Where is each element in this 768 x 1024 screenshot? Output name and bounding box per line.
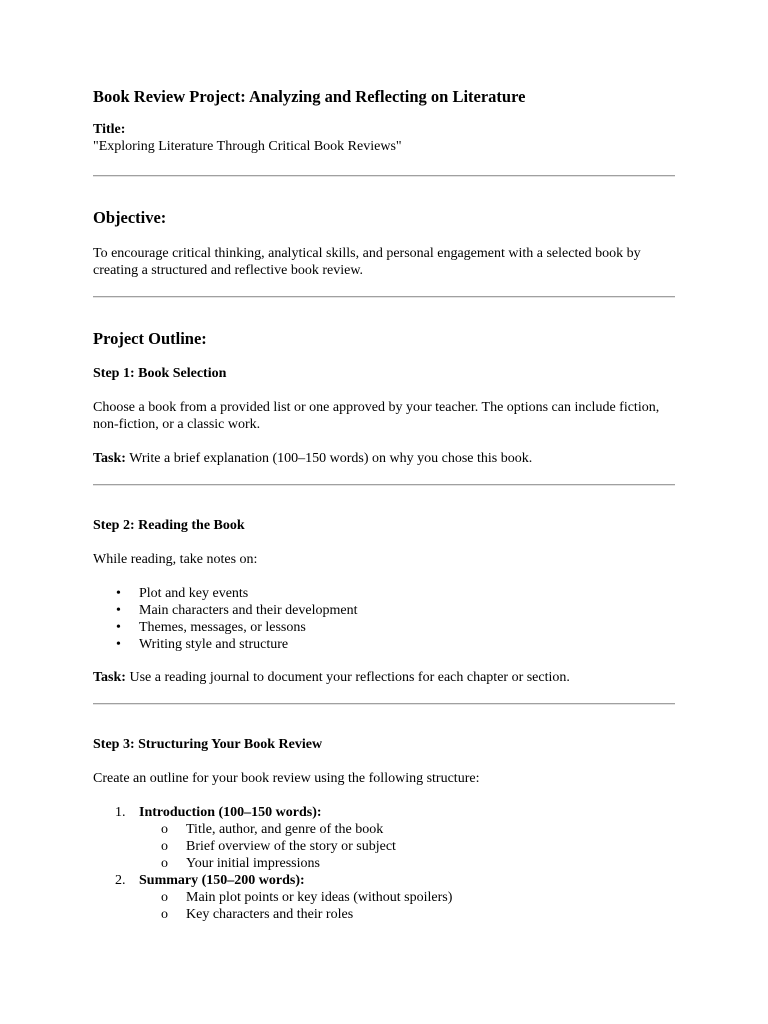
list-item bbox=[93, 636, 675, 653]
step3-intro: Create an outline for your book review using the following structure: bbox=[93, 771, 480, 786]
step2-heading: Step 2: Reading the Book bbox=[93, 518, 245, 533]
divider bbox=[93, 703, 675, 705]
objective-text: To encourage critical thinking, analytical skills, and personal engagement with a selected book by creating a structured and reflective book review. bbox=[93, 246, 641, 278]
divider bbox=[93, 296, 675, 298]
divider bbox=[93, 175, 675, 177]
list-item-label: Introduction (100–150 words): bbox=[139, 805, 322, 820]
step1-text: Choose a book from a provided list or one approved by your teacher. The options can include fiction, non-fiction, or a classic work. bbox=[93, 400, 660, 432]
divider bbox=[93, 484, 675, 486]
task-text: Write a brief explanation (100–150 words) on why you chose this book. bbox=[125, 451, 533, 466]
bullet-icon: • bbox=[116, 620, 121, 635]
title-value: "Exploring Literature Through Critical Book Reviews" bbox=[93, 139, 402, 154]
sub-list-item bbox=[139, 821, 675, 838]
sub-list-item-text: Brief overview of the story or subject bbox=[186, 839, 396, 854]
sub-list-item bbox=[139, 889, 675, 906]
list-item bbox=[93, 804, 675, 872]
list-item bbox=[93, 619, 675, 636]
sub-list-item-text: Key characters and their roles bbox=[186, 907, 354, 922]
step1-task bbox=[93, 450, 675, 467]
sub-list bbox=[139, 821, 675, 872]
project-outline-heading: Project Outline: bbox=[93, 329, 207, 348]
task-label: Task: bbox=[93, 670, 126, 685]
list-item-text: Plot and key events bbox=[139, 586, 249, 601]
circle-bullet-icon: o bbox=[161, 839, 168, 854]
task-label: Task: bbox=[93, 451, 126, 466]
objective-heading: Objective: bbox=[93, 208, 167, 227]
list-item-label: Summary (150–200 words): bbox=[139, 873, 305, 888]
sub-list-item bbox=[139, 838, 675, 855]
sub-list-item-text: Main plot points or key ideas (without spoilers) bbox=[186, 890, 453, 905]
list-number: 1. bbox=[115, 805, 126, 820]
sub-list bbox=[139, 889, 675, 923]
list-item bbox=[93, 872, 675, 923]
circle-bullet-icon: o bbox=[161, 890, 168, 905]
bullet-icon: • bbox=[116, 603, 121, 618]
list-item bbox=[93, 585, 675, 602]
list-item-text: Main characters and their development bbox=[139, 603, 358, 618]
sub-list-item-text: Title, author, and genre of the book bbox=[186, 822, 384, 837]
document-heading: Book Review Project: Analyzing and Reflecting on Literature bbox=[93, 87, 526, 106]
step2-bullet-list bbox=[93, 585, 675, 653]
step1-heading: Step 1: Book Selection bbox=[93, 366, 227, 381]
step3-numbered-list bbox=[93, 804, 675, 923]
title-label: Title: bbox=[93, 122, 126, 137]
document-page bbox=[93, 86, 675, 923]
step2-intro: While reading, take notes on: bbox=[93, 552, 258, 567]
sub-list-item-text: Your initial impressions bbox=[186, 856, 320, 871]
circle-bullet-icon: o bbox=[161, 822, 168, 837]
circle-bullet-icon: o bbox=[161, 907, 168, 922]
list-number: 2. bbox=[115, 873, 126, 888]
list-item-text: Themes, messages, or lessons bbox=[139, 620, 306, 635]
step2-task bbox=[93, 669, 675, 686]
task-text: Use a reading journal to document your reflections for each chapter or section. bbox=[125, 670, 570, 685]
step3-heading: Step 3: Structuring Your Book Review bbox=[93, 737, 323, 752]
bullet-icon: • bbox=[116, 586, 121, 601]
bullet-icon: • bbox=[116, 637, 121, 652]
sub-list-item bbox=[139, 906, 675, 923]
list-item-text: Writing style and structure bbox=[139, 637, 289, 652]
sub-list-item bbox=[139, 855, 675, 872]
list-item bbox=[93, 602, 675, 619]
circle-bullet-icon: o bbox=[161, 856, 168, 871]
